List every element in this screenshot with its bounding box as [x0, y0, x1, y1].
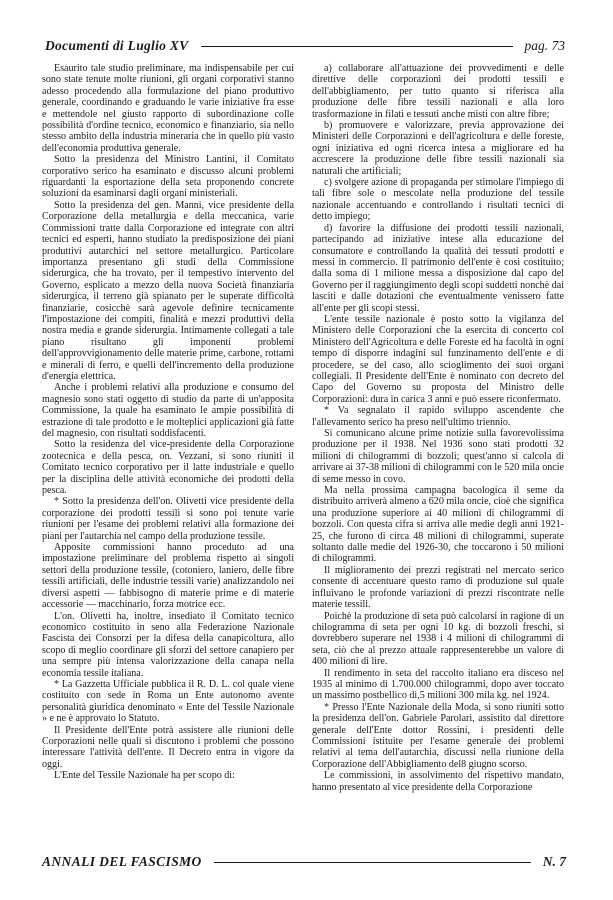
paragraph: Il rendimento in seta del raccolto italiano era disceso nel 1935 al minimo di 1.700.000 chilogrammi, dopo aver toccato un massimo postbellico di,5 milioni 300 mila kg. nel 1924. — [312, 667, 564, 702]
paragraph: L'ente tessile nazionale è posto sotto la vigilanza del Ministero delle Corporazioni che la esercita di concerto col Ministero dell'Agricoltura e delle Foreste ed ha facoltà in ogni tempo di disporre indagini sul funzinamento dell'ente e di procedere, se del caso, allo scioglimento dei suoi organi collegiali. Il Presidente dell'Ente è nominato con decreto del Capo del Governo su proposta del Ministro delle Corporazioni: dura in carica 3 anni e può essere riconfermato. — [312, 313, 564, 405]
paragraph: Sotto la residenza del vice-presidente della Corporazione zootecnica e della pesca, on. Vezzani, si sono riuniti il Comitato tecnico corporativo per il latte industriale e quello per la disciplina delle attività economiche dei prodotti della pesca. — [42, 439, 294, 497]
right-column — [312, 63, 564, 838]
paragraph: Sotto la presidenza del Ministro Lantini, il Comitato corporativo serico ha esaminato e discusso alcuni problemi riguardanti la esportazione della seta proponendo concrete soluzioni da esaminarsi dagli organi ministeriali. — [42, 154, 294, 200]
paragraph: Il Presidente dell'Ente potrà assistere alle riunioni delle Corporazioni nelle quali si discutono i problemi che possono interessare l'attività dell'ente. Il Decreto entra in vigore da oggi. — [42, 724, 294, 770]
paragraph: d) favorire la diffusione dei prodotti tessili nazionali, partecipando ad iniziative intese alla educazione del consumatore e controllando la qualità dei tessuti prodotti e messi in commercio. Il patrimonio dell'ente è così costituito; dalla soma di 1 milione messa a disposizione dal capo del Governo per il raggiungimento degli scopi suddetti nonchè dai lasciti e dalle dotazioni che eventualmente venissero fatte all'ente per gli scopi stessi. — [312, 222, 564, 314]
paragraph: b) promuovere e valorizzare, previa approvazione dei Ministeri delle Corporazioni e dell'agricoltura e delle foreste, ogni iniziativa ed ogni ricerca intesa a migliorare ed ha accrescere la produzione delle fibre tessili nazionali sia naturali che artificiali; — [312, 120, 564, 177]
paragraph: L'Ente del Tessile Nazionale ha per scopo di: — [54, 770, 235, 782]
page-footer — [42, 852, 566, 872]
header-rule — [201, 46, 513, 47]
paragraph: Il miglioramento dei prezzi registrati nel mercato serico consente di accentuare questo ramo di produzione sul quale influivano le profonde variazioni di prezzi riscontrate nelle materie tessili. — [312, 564, 564, 611]
paragraph: Anche i problemi relativi alla produzione e consumo del magnesio sono stati oggetto di studio da parte di un'apposita Commissione, la quale ha esaminato le ampie possibilità di estrazione di tale prodotto e le molteplici applicazioni già fatte del magnesio, con risultati soddisfacenti. — [42, 382, 294, 439]
paragraph: Poichè la produzione di seta può calcolarsi in ragione di un chilogramma di seta per ogni 10 kg. di bozzoli freschi, si dovrebbero superare nel 1938 i 4 milioni di chilogrammi di seta, ciò che al prezzo attuale rappresenterebbe un valore di 400 milioni di lire. — [312, 610, 564, 668]
paragraph: * Sotto la presidenza dell'on. Olivetti vice presidente della corporazione dei prodotti tessili si sono poi tenute varie riunioni per l'esame dei problemi relativi alla formazione dei piani per l'autarchia nel campo della produzione tessile. — [42, 496, 294, 542]
paragraph: Si comunicano alcune prime notizie sulla favorevolissima produzione per il 1938. Nel 1936 sono stati prodotti 32 milioni di chilogrammi di bozzoli; quest'anno si calcola di arrivare ai 37-38 milioni di chilogrammi con le 520 mila oncie di seme messo in covo. — [312, 428, 564, 485]
paragraph: a) collaborare all'attuazione dei provvedimenti e delle direttive delle corporazioni dei prodotti tessili e dell'abbigliamento, per tutto quanto si riferisca alla produzione delle fibre tessili nazionali e alla loro trasformazione in filati e tessuti anche misti con altre fibre; — [312, 63, 564, 120]
issue-number: N. 7 — [542, 854, 566, 869]
paragraph: * Va segnalato il rapido sviluppo ascendente che l'allevamento serico ha preso nell'ultimo triennio. — [312, 405, 564, 428]
header-title: Documenti di Luglio XV — [45, 38, 189, 53]
footer-rule — [214, 862, 531, 863]
paragraph: Sotto la presidenza del gen. Manni, vice presidente della Corporazione della metallurgia e della meccanica, varie Commissioni tratte dalla Corporazione ed integrate con altri tecnici ed esperti, hanno studiato la predisposizione dei piani produttivi autarchici nel settore metallurgico. Particolare importanza presentano gli studi della Commissione siderurgica, che ha trovato, per il tempestivo intervento del Governo, esplicato a mezzo della nuova Società finanziaria siderurgica, il terreno già spianato per le superate difficoltà finanziarie, cosicchè sarà agevole definire tecnicamente l'impostazione dei compiti, finalità e mezzi produttivi della nostra media e grande siderurgia. Intimamente collegati a tale piano risultano gli imponenti problemi dell'approvvigionamento delle materie prime, carbone, rottami e minerali di ferro, e quelli dell'incremento della produzione d'energia elettrica. — [42, 199, 294, 382]
paragraph: Esaurito tale studio preliminare, ma indispensabile per cui sono state tenute molte riunioni, gli organi corporativi stanno adesso procedendo alla formulazione del piano produttivo generale, coordinando e graduando le varie iniziative fra esse e mettendole nel giusto rapporto di subordinazione colle possibilità d'ordine tecnico, economico e finanziario, sia nello stesso ambito della industria mineraria che in quello più vasto dell'economia produttiva generale. — [42, 63, 294, 154]
page-number: pag. 73 — [524, 38, 565, 53]
paragraph: L'on. Olivetti ha, inoltre, insediato il Comitato tecnico economico costituito in seno alla Federazione Nazionale Fascista dei Consorzi per la difesa della canapicoltura, allo scopo di meglio coordinare gli sforzi del settore canapiero per una sempre più intensa valorizzazione della canapa nella economia tessile italiana. — [42, 610, 294, 679]
paragraph: Ma nella prossima campagna bacologica il seme da distribuito arriverà almeno a 620 mila oncie, cioè che significa una produzione superiore ai 40 milioni di chilogrammi di bozzoli. Con questa cifra si arriva alle medie degli anni 1921-25, che furono di circa 48 milioni di chilogrammi, superate soltanto dalle medie del 1926-30, che toccarono i 50 milioni di chilogrammi. — [312, 485, 564, 565]
paragraph: c) svolgere azione di propaganda per stimolare l'impiego di tali fibre sole o mescolate nella produzione del tessile nazionale accentuando e controllando i risultati tecnici di detto impiego; — [312, 177, 564, 223]
paragraph: Le commissioni, in assolvimento del rispettivo mandato, hanno presentato al vice presidente della Corporazione — [312, 770, 564, 793]
paragraph: * La Gazzetta Ufficiale pubblica il R. D. L. col quale viene costituito con sede in Roma un Ente autonomo avente personalità giuridica denominato « Ente del Tessile Nazionale » e ne è approvato lo Statuto. — [42, 678, 294, 725]
page-header — [45, 36, 565, 56]
footer-title: ANNALI DEL FASCISMO — [42, 854, 202, 869]
left-column — [42, 63, 294, 838]
paragraph: * Presso l'Ente Nazionale della Moda, si sono riuniti sotto la presidenza dell'on. Gabriele Parolari, assistito dal direttore generale dell'Ente dottor Rossini, i presidenti delle Commissioni istituite per l'esame generale dei problemi relativi al tema dell'autarchia, discussi nella riunione della Corporazione dell'Abbigliamento del8 giugno scorso. — [312, 701, 564, 770]
paragraph: Apposite commissioni hanno proceduto ad una impostazione preliminare del problema rispetto ai singoli settori della produzione tessile, (cotoniero, laniero, delle fibre tessili artificiali, delle industrie tessili varie) analizzandolo nei diversi aspetti — fabbisogno di materie prime e di materie accessorie — macchinario, forza motrice ecc. — [42, 542, 294, 611]
